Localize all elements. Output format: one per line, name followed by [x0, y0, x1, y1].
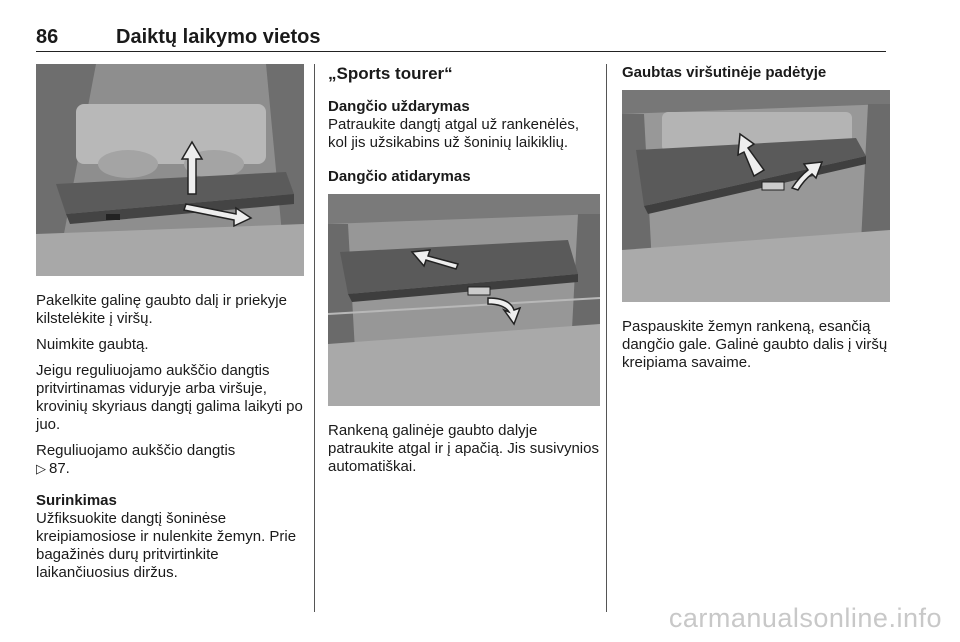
upper-position-text: Paspauskite žemyn rankeną, esančią dangčio gale. Galinė gaubto dalis į viršų kreipiama savaime. [622, 318, 888, 371]
page-reference-icon: ▷ [36, 461, 46, 476]
instruction-4 [36, 442, 304, 478]
column-3 [622, 64, 890, 372]
page-number: 86 [36, 26, 59, 48]
instruction-2: Nuimkite gaubtą. [36, 336, 149, 353]
cargo-cover-removal-photo [36, 64, 304, 276]
page-title: Daiktų laikymo vietos [116, 26, 321, 48]
instruction-1: Pakelkite galinę gaubto dalį ir priekyje kilstelėkite į viršų. [36, 292, 287, 327]
column-divider-2 [606, 64, 607, 612]
closing-heading: Dangčio uždarymas [328, 98, 470, 115]
assembly-text: Užfiksuokite dangtį šoninėse kreipiamosiose ir nulenkite žemyn. Prie bagažinės durų pritvirtinkite laikančiuosius diržus. [36, 510, 297, 581]
opening-text: Rankeną galinėje gaubto dalyje patraukite atgal ir į apačią. Jis susivynios automatiškai. [328, 422, 599, 475]
column-1 [36, 64, 304, 582]
column-2 [328, 64, 600, 476]
column-divider-1 [314, 64, 315, 612]
page-header [36, 24, 886, 52]
instruction-3: Jeigu reguliuojamo aukščio dangtis pritvirtinamas viduryje arba viršuje, krovinių skyriaus dangtį galima laikyti po juo. [36, 362, 303, 433]
opening-heading: Dangčio atidarymas [328, 168, 471, 185]
watermark: carmanualsonline.info [668, 603, 942, 633]
upper-position-heading: Gaubtas viršutinėje padėtyje [622, 64, 827, 81]
cover-opening-photo [328, 194, 600, 406]
page-reference[interactable]: 87. [49, 460, 70, 477]
closing-text: Patraukite dangtį atgal už rankenėlės, kol jis užsikabins už šoninių laikiklių. [328, 116, 579, 151]
instruction-4-text: Reguliuojamo aukščio dangtis [36, 442, 236, 459]
cover-upper-position-photo [622, 90, 890, 302]
model-heading: „Sports tourer“ [328, 64, 453, 83]
assembly-heading: Surinkimas [36, 492, 117, 509]
